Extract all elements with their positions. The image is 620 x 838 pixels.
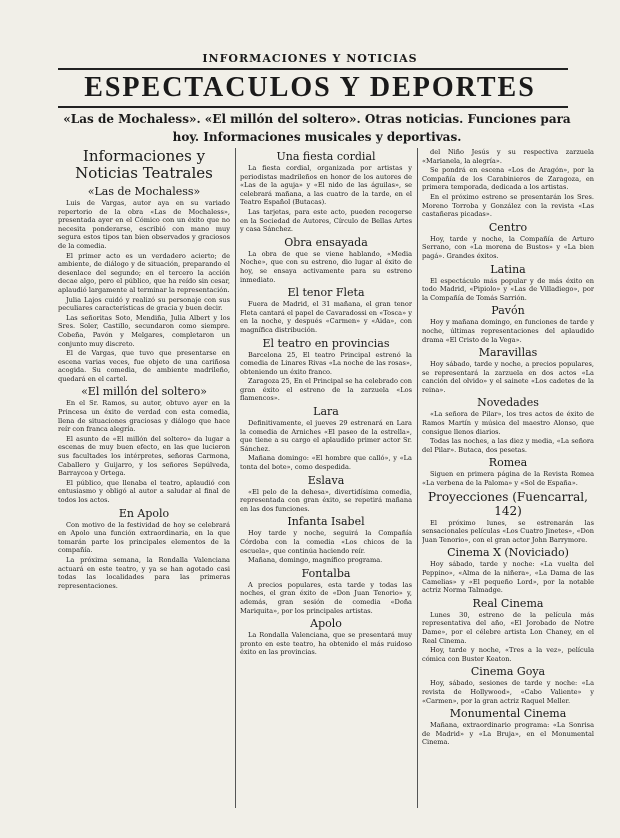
paragraph: Hoy y mañana domingo, en funciones de tarde y noche, últimas representaciones del aplaudido drama «El Cristo de la Vega». [422,318,594,344]
paragraph: Definitivamente, el jueves 29 estrenará en Lara la comedia de Arniches «El paseo de la estrella», que tiene a su cargo el aplaudido primer actor Sr. Sánchez. [240,419,412,453]
paragraph: Barcelona 25, El teatro Principal estrenó la comedia de Linares Rivas «La noche de las rosas», obteniendo un éxito franco. [240,350,412,376]
paragraph: Se pondrá en escena «Los de Aragón», por la Compañía de los Carabinieros de Zaragoza, en primera temporada, dedicada a los artistas. [422,166,594,192]
section-heading: Obra ensayada [284,235,368,249]
section-heading: Latina [490,262,526,276]
paragraph: Zaragoza 25, En el Principal se ha celebrado con gran éxito el estreno de la zarzuela «Los flamencos». [240,377,412,403]
section-heading: En Apolo [118,506,170,520]
page-banner: ESPECTACULOS Y DEPORTES [84,72,536,103]
section-heading: Pavón [491,304,525,318]
paragraph: La obra de que se viene hablando, «Media Noche», que con su estreno, dio lugar al éxito de hoy, se ensaya activamente para su estreno inmediato. [240,249,412,284]
section-heading: El teatro en provincias [262,336,390,350]
paragraph: Siguen en primera página de la Revista Romea «La verbena de la Paloma» y «Sol de España». [422,470,594,488]
paragraph: «La señora de Pilar», los tres actos de éxito de Ramos Martín y música del maestro Alonso, que consigue llenos diarios. [422,410,594,436]
paragraph: Fuera de Madrid, el 31 mañana, el gran tenor Fleta cantará el papel de Cavaradossi en «Tosca» y en la noche, y después «Carmen» y «Aida», con magnífica distribución. [240,300,412,334]
paragraph: Luis de Vargas, autor aya en su variado repertorio de la obra «Las de Mochaless», presentada ayer en el Cómico con un éxito que no necesita ponderarse, escribió con mano muy segura estos tipos tan bien observados y graciosos de la comedia. [58,199,230,250]
paragraph: El asunto de «El millón del soltero» da lugar a escenas de muy buen efecto, en las que lucieron sus facultades los intérpretes, señoras Carmona, Caballero y Guijarro, y los señores Sepúlveda, Barraycoa y Ortega. [58,434,230,478]
section-heading: Lara [313,405,339,419]
section-heading: Una fiesta cordial [276,150,376,163]
paragraph: Mañana, extraordinario programa: «La Sonrisa de Madrid» y «La Bruja», en el Monumental Cinema. [422,721,594,747]
paragraph: En el Sr. Ramos, su autor, obtuvo ayer en la Princesa un éxito de verdad con esta comedia, llena de situaciones graciosas y diálogo que hace reír con franca alegría. [58,399,230,434]
paragraph: Las tarjetas, para este acto, pueden recogerse en la Sociedad de Autores, Círculo de Bellas Artes y casa Sánchez. [240,207,412,234]
paragraph: Todas las noches, a las diez y media, «La señora del Pilar». Butaca, dos pesetas. [422,437,594,454]
paragraph: Mañana domingo: «El hombre que calló», y «La tonta del bote», como despedida. [240,454,412,472]
paragraph: El de Vargas, que tuvo que presentarse en escena varias veces, fue objeto de una cariñosa acogida. Su comedia, de ambiente madrileño, quedará en el cartel. [58,349,230,383]
section-heading: Real Cinema [472,596,544,610]
section-heading: Apolo [310,617,342,631]
paragraph: Con motivo de la festividad de hoy se celebrará en Apolo una función extraordinaria, en la que tomarán parte los principales elementos de la compañía. [58,520,230,555]
section-heading: Cinema X (Noviciado) [447,546,569,560]
paragraph: del Niño Jesús y su respectiva zarzuela «Marianela, la alegría». [422,148,594,165]
section-heading: Centro [488,220,528,234]
section-heading: Romea [488,456,528,470]
column-title: Informaciones y Noticias Teatrales [75,148,213,182]
section-heading: Novedades [477,396,539,410]
paragraph: Lunes 30, estreno de la película más representativa del año, «El Jorobado de Notre Dame», por el célebre artista Lon Chaney, en el Real Cinema. [422,610,594,645]
section-heading: Proyecciones (Fuencarral, 142) [428,489,588,518]
column-3 [422,148,594,808]
paragraph: Hoy sábado, tarde y noche: «La vuelta del Peppino», «Alma de la niñera», «La Dama de las Camelias» y «El pequeño Lord», por la notable actriz Norma Talmadge. [422,560,594,595]
banner-rule [58,106,568,108]
section-heading: El tenor Fleta [287,286,365,300]
paragraph: El espectáculo más popular y de más éxito en todo Madrid, «Pipiolo» y «Las de Villadiego», por la Compañía de Tomás Sarrión. [422,276,594,302]
section-heading: «Las de Mochaless» [87,185,201,198]
section-heading: Fontalba [301,566,351,580]
paragraph: «El pelo de la dehesa», divertidísima comedia, representada con gran éxito, se repetirá mañana en las dos funciones. [240,487,412,513]
paragraph: En el próximo estreno se presentarán los Sres. Moreno Torroba y González con la revista «Las castañeras picadas». [422,192,594,219]
paragraph: A precios populares, esta tarde y todas las noches, el gran éxito de «Don Juan Tenorio» y, además, gran sesión de comedia «Doña Mariquita», por los principales artistas. [240,580,412,615]
column-1 [58,148,230,808]
paragraph: Julia Lajos cuidó y realizó su personaje con sus peculiares características de gracia y buen decir. [58,295,230,313]
column-separator [417,148,418,808]
deck-summary: «Las de Mochaless». «El millón del soltero». Otras noticias. Funciones para hoy. Informaciones musicales y deportivas. [63,112,571,144]
paragraph: Hoy, sábado, sesiones de tarde y noche: «La revista de Hollywood», «Cabo Valiente» y «Carmen», por la gran actriz Raquel Meller. [422,679,594,705]
section-heading: Eslava [307,473,345,487]
paragraph: Las señoritas Soto, Mendiña, Julia Albert y los Sres. Soler, Castillo, secundaron como siempre. Cobeña, Pavón y Melgares, completaron un conjunto muy discreto. [58,313,230,348]
paragraph: La Rondalla Valenciana, que se presentará muy pronto en este teatro, ha obtenido el más ruidoso éxito en las provincias. [240,631,412,657]
section-heading: Monumental Cinema [449,707,567,721]
paragraph: Hoy sábado, tarde y noche, a precios populares, se representará la zarzuela en dos actos «La canción del olvido» y el sainete «Los cadetes de la reina». [422,360,594,394]
paragraph: Hoy, tarde y noche, la Compañía de Arturo Serrano, con «La morena de Bustos» y «La bien pagá». Grandes éxitos. [422,234,594,260]
section-heading: Maravillas [478,346,538,360]
paragraph: Hoy, tarde y noche, «Tres a la vez», película cómica con Buster Keaton. [422,646,594,663]
paragraph: La fiesta cordial, organizada por artistas y periodistas madrileños en honor de los autores de «Las de la aguja» y «El nido de las águilas», se celebrará mañana, a las cuatro de la tarde, en el Teatro Español (Butacas). [240,164,412,207]
paragraph: Mañana, domingo, magnífico programa. [248,556,383,565]
paragraph: El público, que llenaba el teatro, aplaudió con entusiasmo y obligó al autor a saludar al final de todos los actos. [58,478,230,504]
paragraph: Hoy tarde y noche, seguirá la Compañía Córdoba con la comedia «Los chicos de la escuela», que continúa haciendo reír. [240,529,412,555]
paragraph: La próxima semana, la Rondalla Valenciana actuará en este teatro, y ya se han agotado casi todas las localidades para las primeras representaciones. [58,555,230,590]
paragraph: El próximo lunes, se estrenarán las sensacionales películas «Los Cuatro Jinetes», «Don Juan Tenorio», con el gran actor John Barrymore. [422,518,594,544]
column-separator [235,148,236,808]
section-heading: Cinema Goya [470,665,546,679]
column-2 [240,148,412,808]
top-rule [58,68,568,70]
paragraph: El primer acto es un verdadero acierto; de ambiente, de diálogo y de situación, preparando el desenlace del segundo; en el tercero la acción decae algo, pero el público, que ha reído sin cesar, aplaudió largamente al terminar la representación. [58,251,230,294]
section-heading: Infanta Isabel [287,515,365,529]
section-heading: «El millón del soltero» [81,385,207,399]
section-rubric: INFORMACIONES Y NOTICIAS [202,52,418,65]
